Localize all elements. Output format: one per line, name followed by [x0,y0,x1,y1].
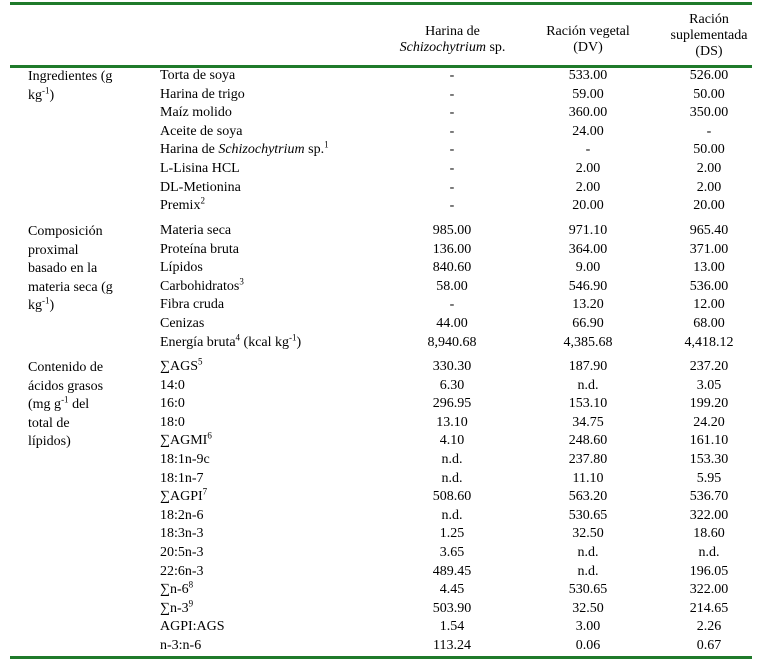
row-label: Carbohidratos$^3$ [160,276,244,294]
cell-value: 34.75 [572,414,604,430]
cell-value: 530.65 [568,507,608,523]
cell-value: 322.00 [689,582,729,598]
cell-value: - [449,297,455,313]
col-header-dv: Ración vegetal (DV) [546,24,630,55]
row-label: L-Lisina HCL [160,161,240,176]
cell-value: 360.00 [568,105,608,121]
cell-value: 20.00 [572,198,604,214]
cell-value: 0.67 [696,638,722,653]
row-label: Harina de Schizochytrium sp.$^1$ [160,139,329,158]
cell-value: 214.65 [689,600,729,616]
cell-value: 24.00 [572,123,604,139]
cell-value: 4.10 [439,433,465,449]
cell-value: 3.00 [575,619,601,635]
cell-value: 322.00 [689,507,729,523]
row-label: Energía bruta$^4$ (kcal $kg^{-1}$) [160,331,302,350]
cell-value: n.d. [441,452,463,467]
cell-value: 20.00 [693,198,725,214]
cell-value: 2.00 [696,179,722,195]
row-label: Fibra cruda [160,297,225,313]
row-label: 18:0 [160,414,185,430]
cell-value: 330.30 [432,359,472,374]
cell-value: 546.90 [568,278,608,294]
row-label: $\sum n-6^8$ [160,579,194,598]
row-label: Proteína bruta [160,241,239,257]
row-label: 14:0 [160,377,185,393]
cell-value: 50.00 [693,142,725,158]
cell-value: 153.10 [568,396,608,412]
cell-value: 237.20 [689,359,729,374]
cell-value: - [449,105,455,121]
cell-value: 526.00 [689,68,729,83]
row-label: $\sum n-3^9$ [160,598,194,616]
cell-value: 161.10 [689,433,729,449]
cell-value: 24.20 [693,414,725,430]
cell-value: 237.80 [568,452,608,467]
cell-value: 6.30 [439,377,465,393]
group-label-composicion: Composición proximal basado en la materia seca (g $kg^{-1}$) [28,224,113,313]
row-label: ∑AGS$^5$ [160,356,203,374]
row-label: DL-Metionina [160,179,241,195]
cell-value: 530.65 [568,582,608,598]
row-label: 22:6n-3 [160,563,204,579]
row-label: ∑AGPI$^7$ [160,486,208,505]
cell-value: 536.00 [689,278,729,294]
cell-value: - [449,68,455,83]
cell-value: 563.20 [568,489,608,505]
row-label: Premix$^2$ [160,195,205,214]
row-label: n-3:n-6 [160,638,202,653]
cell-value: 4.45 [439,582,465,598]
row-label: Torta de soya [160,68,236,83]
row-label: 20:5n-3 [160,545,204,560]
cell-value: 13.00 [693,260,725,276]
cell-value: n.d. [698,545,720,560]
cell-value: 364.00 [568,241,608,257]
cell-value: 13.20 [572,297,604,313]
cell-value: 187.90 [568,359,608,374]
row-label: Materia seca [160,223,232,238]
cell-value: n.d. [441,470,463,486]
row-label: AGPI:AGS [160,619,225,635]
cell-value: 32.50 [572,526,604,542]
cell-value: 153.30 [689,452,729,467]
cell-value: - [449,198,455,214]
row-label: 18:1n-7 [160,470,204,486]
cell-value: 2.26 [696,619,722,635]
cell-value: - [449,161,455,176]
cell-value: 296.95 [432,396,472,412]
cell-value: 971.10 [568,223,608,238]
cell-value: 113.24 [433,638,471,653]
cell-value: 248.60 [568,433,608,449]
cell-value: 840.60 [432,260,472,276]
cell-value: 9.00 [575,260,601,276]
cell-value: 66.90 [572,316,604,331]
cell-value: n.d. [577,563,599,579]
cell-value: 3.65 [439,545,465,560]
cell-value: 18.60 [693,526,725,542]
cell-value: 1.25 [439,526,465,542]
cell-value: 533.00 [568,68,608,83]
cell-value: 371.00 [689,241,729,257]
cell-value: - [449,142,455,158]
cell-value: 12.00 [693,297,725,313]
cell-value: 68.00 [693,316,725,331]
cell-value: 1.54 [439,619,465,635]
cell-value: 0.06 [575,638,601,653]
cell-value: 489.45 [432,563,472,579]
row-label: Aceite de soya [160,123,243,139]
cell-value: 5.95 [696,470,722,486]
row-label: Lípidos [160,260,203,276]
cell-value: - [449,179,455,195]
cell-value: 2.00 [696,161,722,176]
cell-value: 3.05 [696,377,722,393]
table-top-rule [10,2,752,5]
row-label: Harina de trigo [160,86,245,102]
cell-value: 2.00 [575,179,601,195]
cell-value: 196.05 [689,563,729,579]
row-label: 16:0 [160,396,185,412]
row-label: 18:2n-6 [160,507,204,523]
cell-value: 985.00 [432,223,472,238]
col-header-ds: Ración suplementada (DS) [670,12,748,59]
cell-value: 199.20 [689,396,729,412]
cell-value: 50.00 [693,86,725,102]
cell-value: - [585,142,591,158]
cell-value: 44.00 [436,316,468,331]
cell-value: 136.00 [432,241,472,257]
group-label-ingredientes: Ingredientes (g $kg^{-1}$) [28,69,113,103]
cell-value: - [706,123,712,139]
cell-value: n.d. [441,507,463,523]
cell-value: 350.00 [689,105,729,121]
col-header-schizochytrium: Harina de Schizochytrium sp. [399,24,506,55]
cell-value: 965.40 [689,223,729,238]
row-label: Maíz molido [160,105,232,121]
cell-value: 536.70 [689,489,729,505]
cell-value: 8,940.68 [427,334,477,350]
cell-value: 58.00 [436,278,468,294]
row-label: 18:1n-9c [160,452,210,467]
table-bottom-rule [10,656,752,659]
cell-value: - [449,123,455,139]
cell-value: - [449,86,455,102]
cell-value: 2.00 [575,161,601,176]
row-label: Cenizas [160,316,205,331]
cell-value: 59.00 [572,86,604,102]
cell-value: 4,418.12 [684,334,734,350]
row-label: ∑AGMI$^6$ [160,430,212,449]
cell-value: n.d. [577,377,599,393]
cell-value: 4,385.68 [563,334,613,350]
cell-value: 503.90 [432,600,472,616]
cell-value: 11.10 [572,470,604,486]
cell-value: n.d. [577,545,599,560]
group-label-acidos-grasos: Contenido de ácidos grasos (mg $g^{-1}$ del total de lípidos) [28,360,104,449]
row-label: 18:3n-3 [160,526,204,542]
cell-value: 508.60 [432,489,472,505]
cell-value: 13.10 [436,414,468,430]
cell-value: 32.50 [572,600,604,616]
